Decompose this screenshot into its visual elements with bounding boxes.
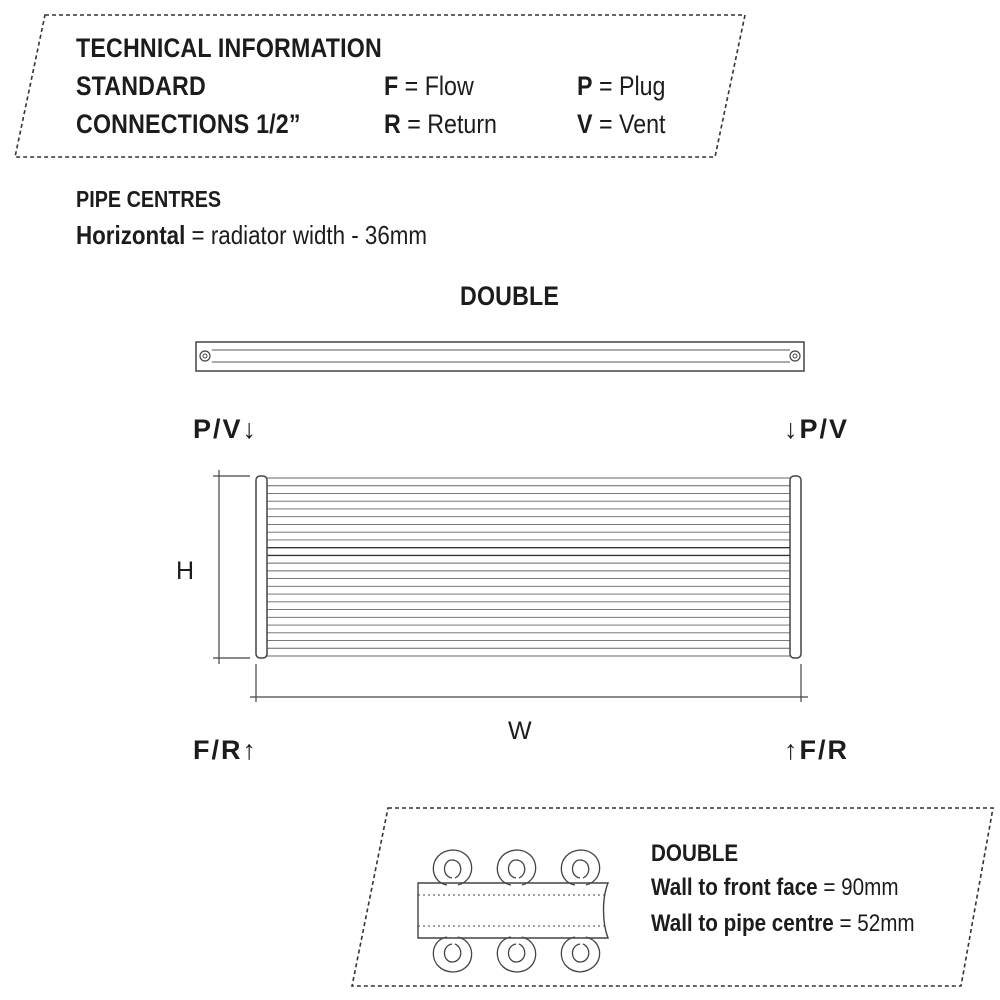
spec-wall-front-face: Wall to front face = 90mm: [651, 874, 899, 901]
legend-plug: P = Plug: [577, 71, 666, 101]
pipe-centres-title: PIPE CENTRES: [76, 186, 222, 212]
label-bottom-left-flow-return: F/R↑: [193, 735, 258, 765]
connections-label: CONNECTIONS 1/2”: [76, 109, 301, 139]
pipe-centres-formula: Horizontal = radiator width - 36mm: [76, 220, 428, 250]
spec-wall-pipe-centre: Wall to pipe centre = 52mm: [651, 910, 915, 937]
legend-flow: F = Flow: [384, 71, 474, 101]
radiator-body-section: [418, 883, 608, 938]
label-top-right-plug-vent: ↓P/V: [784, 414, 850, 444]
standard-label: STANDARD: [76, 71, 206, 101]
height-label: H: [176, 557, 195, 585]
legend-vent: V = Vent: [577, 109, 666, 139]
bottom-tube-loop-icon: [433, 937, 599, 972]
technical-info-title: TECHNICAL INFORMATION: [76, 33, 382, 63]
width-label: W: [508, 717, 532, 745]
top-tube-loop-icon: [433, 850, 599, 885]
label-bottom-right-flow-return: ↑F/R: [784, 735, 849, 765]
legend-return: R = Return: [384, 109, 497, 139]
spec-title: DOUBLE: [651, 840, 739, 867]
label-top-left-plug-vent: P/V↓: [193, 414, 259, 444]
diagram-title: DOUBLE: [460, 281, 560, 311]
